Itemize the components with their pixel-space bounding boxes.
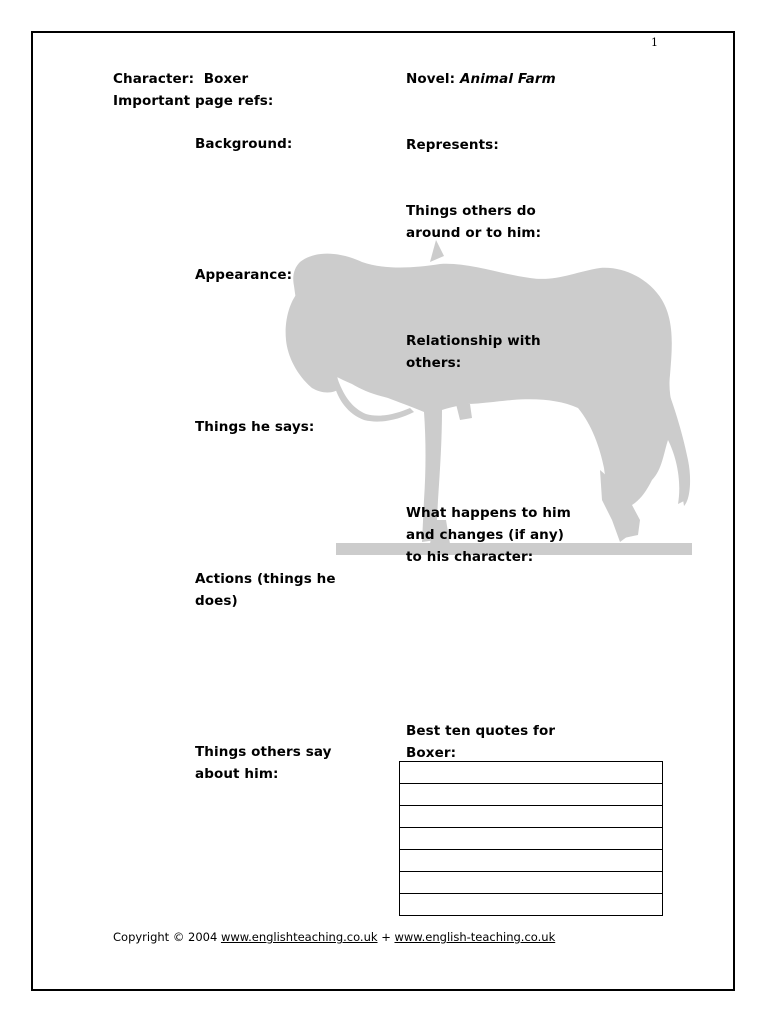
footer-separator: + [381, 930, 391, 944]
quote-row [400, 828, 663, 850]
quotes-label-line1: Best ten quotes for [406, 723, 556, 739]
page-number: 1 [651, 36, 658, 49]
happens-label-line3: to his character: [406, 549, 534, 565]
quote-row [400, 872, 663, 894]
quote-cell[interactable] [400, 784, 663, 806]
quote-row [400, 784, 663, 806]
actions-label-line1: Actions (things he [195, 571, 336, 587]
quote-cell[interactable] [400, 894, 663, 916]
novel-label: Novel: Animal Farm [406, 71, 556, 87]
others-say-label-line1: Things others say [195, 744, 332, 760]
represents-label: Represents: [406, 137, 499, 153]
others-do-label-line2: around or to him: [406, 225, 542, 241]
relationship-label-line1: Relationship with [406, 333, 541, 349]
quote-row [400, 806, 663, 828]
quote-cell[interactable] [400, 850, 663, 872]
footer [113, 930, 555, 944]
others-say-label-line2: about him: [195, 766, 279, 782]
others-do-label-line1: Things others do [406, 203, 536, 219]
relationship-label-line2: others: [406, 355, 462, 371]
character-label: Character: Boxer [113, 71, 249, 87]
quote-cell[interactable] [400, 762, 663, 784]
page-refs-label: Important page refs: [113, 93, 274, 109]
things-he-says-label: Things he says: [195, 419, 315, 435]
appearance-label: Appearance: [195, 267, 293, 283]
happens-label-line1: What happens to him [406, 505, 571, 521]
happens-label-line2: and changes (if any) [406, 527, 565, 543]
quotes-table [399, 761, 663, 916]
quote-cell[interactable] [400, 872, 663, 894]
quote-cell[interactable] [400, 806, 663, 828]
background-label: Background: [195, 136, 293, 152]
actions-label-line2: does) [195, 593, 238, 609]
link-english-teaching[interactable]: www.english-teaching.co.uk [394, 930, 556, 944]
novel-title: Animal Farm [459, 71, 556, 87]
quote-row [400, 850, 663, 872]
quote-row [400, 762, 663, 784]
character-value: Boxer [203, 71, 249, 87]
quote-row [400, 894, 663, 916]
link-englishteaching[interactable]: www.englishteaching.co.uk [220, 930, 378, 944]
copyright-text: Copyright © 2004 [113, 930, 218, 944]
quotes-label-line2: Boxer: [406, 745, 457, 761]
quote-cell[interactable] [400, 828, 663, 850]
quotes-table-body [400, 762, 663, 916]
